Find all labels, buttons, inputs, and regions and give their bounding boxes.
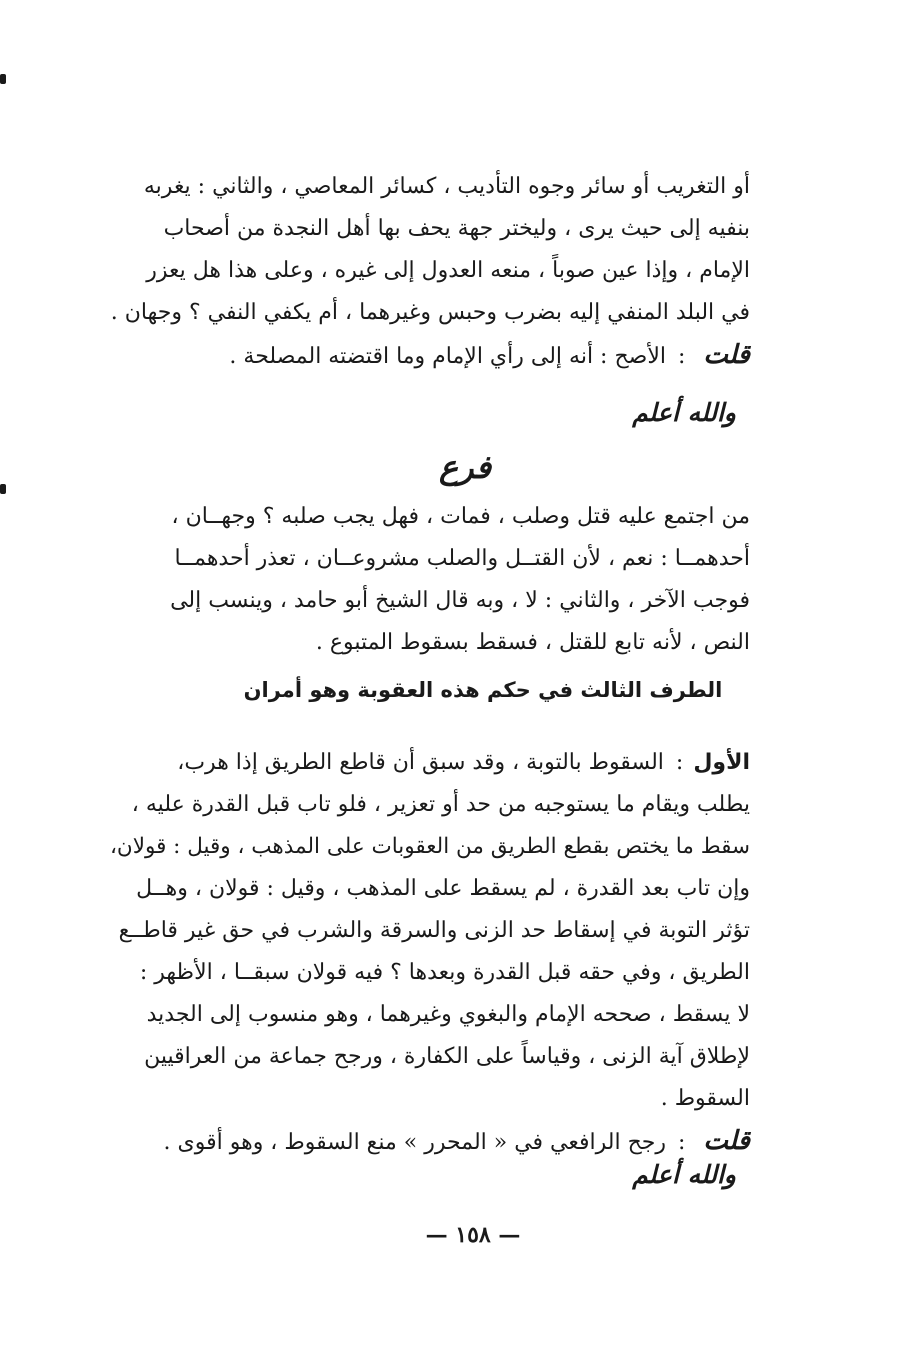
paragraph-1-line: أو التغريب أو سائر وجوه التأديب ، كسائر المعاصي ، والثاني : يغربه xyxy=(143,174,750,199)
note-2 xyxy=(108,1120,750,1162)
paragraph-3-line: لا يسقط ، صححه الإمام والبغوي وغيرهما ، وهو منسوب إلى الجديد xyxy=(146,1002,750,1027)
paragraph-3-line: وإن تاب بعد القدرة ، لم يسقط على المذهب ، وقيل : قولان ، وهــل xyxy=(136,876,750,901)
paragraph-3-line: السقوط . xyxy=(660,1086,750,1111)
paragraph-3-first-line xyxy=(108,742,750,784)
note-2-colon: : xyxy=(678,1130,686,1155)
margin-mark-top xyxy=(0,74,6,84)
paragraph-3-line: يطلب ويقام ما يستوجبه من حد أو تعزير ، فلو تاب قبل القدرة عليه ، xyxy=(131,792,750,817)
paragraph-2-line: من اجتمع عليه قتل وصلب ، فمات ، فهل يجب صلبه ؟ وجهــان ، xyxy=(171,504,750,529)
closing-phrase-2: والله أعلم xyxy=(632,1160,736,1189)
paragraph-1-line: بنفيه إلى حيث يرى ، وليختر جهة يحف بها أهل النجدة من أصحاب xyxy=(163,216,750,241)
first-item-label: الأول xyxy=(693,750,750,775)
section-title: الطرف الثالث في حكم هذه العقوبة وهو أمران xyxy=(243,678,723,702)
paragraph-2-line: أحدهمــا : نعم ، لأن القتــل والصلب مشروعــان ، تعذر أحدهمــا xyxy=(174,546,750,571)
paragraph-2 xyxy=(108,496,750,664)
paragraph-3-line: لإطلاق آية الزنى ، وقياساً على الكفارة ، ورجح جماعة من العراقيين xyxy=(144,1044,750,1069)
note-2-label: قلت xyxy=(703,1126,750,1156)
paragraph-3-line: سقط ما يختص بقطع الطريق من العقوبات على المذهب ، وقيل : قولان، xyxy=(109,834,750,859)
note-2-text: رجح الرافعي في « المحرر » منع السقوط ، وهو أقوى . xyxy=(163,1130,666,1155)
note-1-colon: : xyxy=(678,344,686,369)
page-number: — ١٥٨ — xyxy=(425,1222,521,1248)
paragraph-1-line: في البلد المنفي إليه بضرب وحبس وغيرهما ، أم يكفي النفي ؟ وجهان . xyxy=(110,300,750,325)
paragraph-1 xyxy=(108,166,750,376)
first-item-text: السقوط بالتوبة ، وقد سبق أن قاطع الطريق إذا هرب، xyxy=(177,750,664,775)
paragraph-2-line: النص ، لأنه تابع للقتل ، فسقط بسقوط المتبوع . xyxy=(315,630,750,655)
paragraph-2-line: فوجب الآخر ، والثاني : لا ، وبه قال الشيخ أبو حامد ، وينسب إلى xyxy=(170,588,750,613)
first-item-colon: : xyxy=(675,750,684,775)
paragraph-3-line: الطريق ، وفي حقه قبل القدرة وبعدها ؟ فيه قولان سبقــا ، الأظهر : xyxy=(139,960,750,985)
note-1 xyxy=(108,334,750,376)
note-1-label: قلت xyxy=(703,340,750,370)
paragraph-3 xyxy=(108,742,750,1162)
paragraph-1-line: الإمام ، وإذا عين صوباً ، منعه العدول إلى غيره ، وعلى هذا هل يعزر xyxy=(146,258,750,283)
closing-phrase-1: والله أعلم xyxy=(632,398,736,427)
note-1-text: الأصح : أنه إلى رأي الإمام وما اقتضته المصلحة . xyxy=(229,344,666,369)
paragraph-3-line: تؤثر التوبة في إسقاط حد الزنى والسرقة والشرب في حق غير قاطــع xyxy=(118,918,750,943)
far-heading: فرع xyxy=(438,448,492,486)
